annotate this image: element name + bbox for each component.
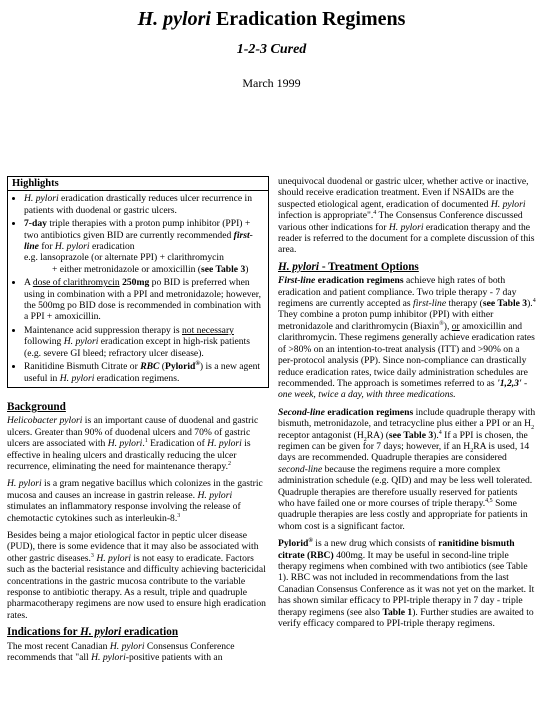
background-paragraph-2: H. pylori is a gram negative bacillus which colonizes in the gastric mucosa and causes an increase in gastrin release. H. pylori stimulates an inflammatory response involving the release of chemotactic cytokines such as interleukin-8.$^3$ <box>7 478 263 524</box>
indications-paragraph: The most recent Canadian H. pylori Consensus Conference recommends that "all H. pylori-positive patients with an <box>7 640 235 664</box>
indications-continued-paragraph: unequivocal duodenal or gastric ulcer, whether active or inactive, should receive eradication treatment. Even if NSAIDs are the suspected etiological agent, eradication of documented H. pylori infection is appropriate".$^4$ The Consensus Conference discussed various other indications for H. pylori eradication therapy and the reader is referred to the document for a complete discussion of this area. <box>278 176 535 256</box>
pylorid-paragraph: Pylorid® is a new drug which consists of ranitidine bismuth citrate (RBC) 400mg. It may be useful in second-line triple therapy regimens when combined with two antibiotics (see Table 1). RBC was not included in recommendations from the last Canadian Consensus Conference as it was not yet on the market. It has shown similar efficacy to PPI-triple therapy in 7 day - triple therapy regimens (see also Table 1). Further studies are awaited to verify efficacy compared to PPI-triple therapy regimens. <box>278 538 535 630</box>
treatment-heading: H. pylori - Treatment Options <box>278 260 419 273</box>
background-paragraph-1: Helicobacter pylori is an important cause of duodenal and gastric ulcers. Greater than 90% of duodenal ulcers and 70% of gastric ulcers are associated with H. pylori.$^1$ Eradication of H. pylori is effective in healing ulcers and drastically reducing the ulcer recurrence, eliminating the need for maintenance therapy.$^2$ <box>7 415 259 472</box>
highlight-item: • A dose of clarithromycin 250mg po BID is preferred when using in combination with a PPI and metronidazole; however, the 500mg po BID dose is recommended in combination with a PPI + amoxicillin. <box>24 277 264 323</box>
highlight-item: • Maintenance acid suppression therapy is not necessary following H. pylori eradication except in high-risk patients (e.g. severe GI bleed; refractory ulcer disease). <box>24 325 264 359</box>
highlights-box <box>7 176 269 388</box>
publication-date: March 1999 <box>242 76 301 90</box>
second-line-paragraph: Second-line eradication regimens include quadruple therapy with bismuth, metronidazole, and tetracycline plus either a PPI or an $H_2$ receptor antagonist $(H_2RA)$ (see Table 3).$^4$ If a PPI is chosen, the regimen can be given for 7 days; however, if an $H_2RA$ is used, 14 days are recommended. Quadruple therapies are considered second-line because the regimens require a more complex administration schedule (e.g. QID) and may be less well tolerated. Quadruple therapies are therefore usually reserved for patients who have failed one or more courses of triple therapy.$^{4,5}$ Some quadruple therapies are less costly and appropriate for patients in whom cost is a significant factor. <box>278 406 536 532</box>
highlight-item: • 7-day triple therapies with a proton pump inhibitor (PPI) + two antibiotics given BID are currently recommended first-line for H. pylori eradication e.g. lansoprazole (or alternate PPI) + clarithromycin + either metronidazole or amoxicillin (see Table 3) <box>24 218 264 275</box>
background-heading: Background <box>7 400 66 413</box>
left-column <box>7 176 269 669</box>
highlights-heading: Highlights <box>8 177 268 191</box>
highlights-list <box>8 193 264 384</box>
indications-heading: Indications for H. pylori eradication <box>7 626 179 639</box>
highlight-item: • Ranitidine Bismuth Citrate or RBC (Pylorid®) is a new agent useful in H. pylori eradication regimens. <box>24 361 264 384</box>
first-line-paragraph: First-line eradication regimens achieve high rates of both eradication and patient compliance. Two triple therapy - 7 day regimens are currently accepted as first-line therapy (see Table 3).$^4$ They combine a proton pump inhibitor (PPI) with either metronidazole and clarithromycin (Biaxin®), or amoxicillin and clarithromycin. These regimens generally achieve eradication rates of >80% on an intention-to-treat analysis (ITT) and >90% on a per-protocol analysis (PP). Since non-compliance can drastically reduce eradication rates, twice daily administration schedules are recommended. The approach is sometimes referred to as '1,2,3' - one week, twice a day, with three medications. <box>278 275 536 401</box>
background-paragraph-3: Besides being a major etiological factor in peptic ulcer disease (PUD), there is some evidence that it may also be associated with other gastric diseases.$^3$ H. pylori is not easy to eradicate. Factors such as the bacterial resistance and difficulty achieving bactericidal concentrations in the gastric mucosa contribute to the variable response to antibiotic therapy. As a result, triple and quadruple pharmacotherapy regimens are now used to ensure high eradication rates. <box>7 529 266 621</box>
page-title: H. pylori Eradication Regimens <box>137 8 406 30</box>
page-subtitle: 1-2-3 Cured <box>236 42 307 57</box>
highlight-item: • H. pylori eradication drastically reduces ulcer recurrence in patients with duodenal or gastric ulcers. <box>24 193 264 216</box>
right-column <box>278 176 536 635</box>
